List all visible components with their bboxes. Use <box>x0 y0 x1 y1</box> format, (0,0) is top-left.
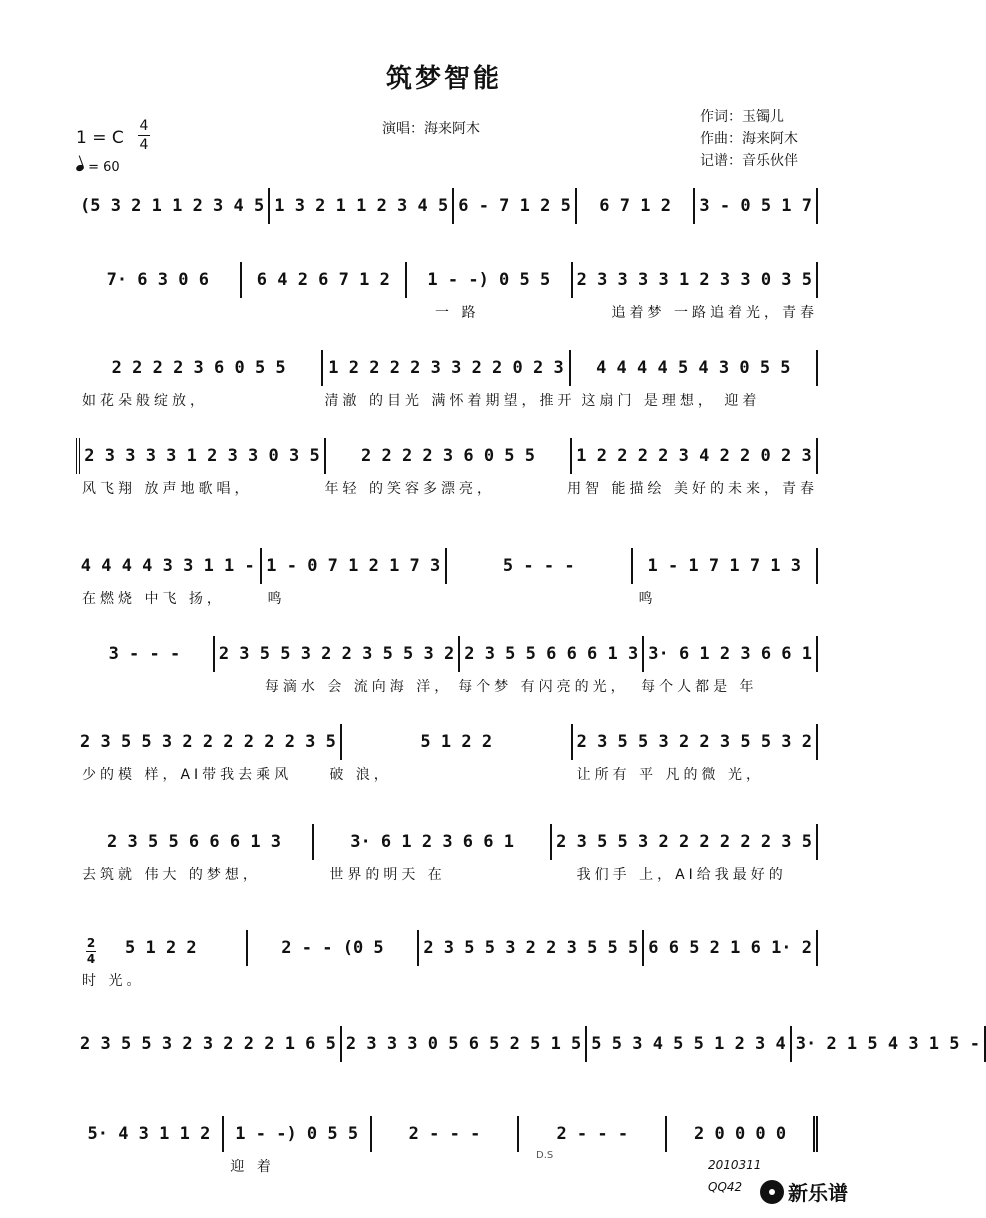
lyric-text <box>253 302 430 326</box>
measure: 2 0 0 0 0 <box>667 1116 818 1152</box>
meter-line <box>138 135 150 136</box>
key-signature: 1 = C <box>76 128 124 148</box>
measure: 7· 6 3 0 6 <box>76 262 242 298</box>
measure-row <box>76 824 818 860</box>
time-signature <box>138 118 150 153</box>
lyric-text: 如花朵般绽放， <box>82 393 208 409</box>
measure: 1 - -) 0 5 5 <box>407 262 573 298</box>
time-change-top: 2 <box>86 936 96 950</box>
tempo-marking <box>76 160 120 175</box>
measure: 3 - - - <box>76 636 215 672</box>
lyric-text: 用智 能描绘 美好的未来，青春 <box>567 481 818 497</box>
lyric-text: 我们手 上，AI给我最好的 <box>576 867 787 883</box>
credits-block <box>700 106 798 172</box>
score-system <box>76 188 818 224</box>
measure: (5 3 2 1 1 2 3 4 5 <box>76 188 270 224</box>
lyric-text: 每个梦 有闪亮的光， <box>458 679 629 695</box>
measure: 1 2 2 2 2 3 3 2 2 0 2 3 <box>323 350 570 386</box>
lyric-text <box>633 970 819 994</box>
measure: 2 - - - <box>519 1116 667 1152</box>
lyric-text: 清澈 的目光 满怀着期望，推开 <box>324 393 576 409</box>
meter-bottom: 4 <box>139 137 149 153</box>
score-system <box>76 1026 980 1062</box>
measure: 1 3 2 1 1 2 3 4 5 <box>270 188 454 224</box>
lyric-text: 风飞翔 放声地歌唱， <box>82 481 253 497</box>
measure: 2 3 5 5 3 2 2 3 5 5 5 <box>419 930 644 966</box>
measure: 5 5 3 4 5 5 1 2 3 4 <box>587 1026 791 1062</box>
lyric-text <box>447 588 633 612</box>
qq-stamp: QQ42 <box>708 1180 743 1194</box>
score-system <box>76 350 818 414</box>
measure-row <box>76 724 818 760</box>
measure: 2 3 5 5 6 6 6 1 3 <box>76 824 314 860</box>
measure-row <box>76 636 818 672</box>
song-title: 筑梦智能 <box>385 64 502 94</box>
lyric-text <box>447 970 633 994</box>
lyric-row <box>76 588 818 612</box>
measure: 2 3 5 5 3 2 2 2 2 2 2 3 5 <box>552 824 818 860</box>
lyric-row <box>76 1156 818 1180</box>
lyric-row <box>76 302 818 326</box>
meter-top: 4 <box>139 118 149 134</box>
measure: 2 2 2 2 3 6 0 5 5 <box>76 350 323 386</box>
measure-row <box>76 1026 980 1062</box>
lyric-text: 追着梦 一路追着光，青春 <box>611 305 818 321</box>
measure-row <box>76 930 818 966</box>
lyric-text: 鸣 <box>267 591 286 607</box>
measure: 6 7 1 2 <box>577 188 696 224</box>
measure-row <box>76 262 818 298</box>
measure: 2 3 3 3 3 1 2 3 3 0 3 5 <box>573 262 818 298</box>
score-system <box>76 1116 818 1180</box>
measure: 1 2 2 2 2 3 4 2 2 0 2 3 <box>572 438 818 474</box>
lyric-text: 去筑就 伟大 的梦想， <box>82 867 261 883</box>
score-system <box>76 724 818 788</box>
composer-credit: 作曲：海来阿木 <box>700 131 798 147</box>
lyric-text: 时 光。 <box>82 973 145 989</box>
lyricist-credit: 作词：玉镯儿 <box>700 109 784 125</box>
lyric-text <box>76 1156 224 1180</box>
tempo-value: = 60 <box>88 160 120 175</box>
measure: 3· 6 1 2 3 6 6 1 <box>644 636 818 672</box>
measure: 5 1 2 2 <box>342 724 573 760</box>
lyric-text: 鸣 <box>638 591 657 607</box>
lyric-text: 在燃烧 中飞 扬， <box>82 591 225 607</box>
score-system <box>76 548 818 612</box>
score-system <box>76 930 818 994</box>
measure-row <box>76 188 818 224</box>
time-change-bottom: 4 <box>86 952 96 966</box>
score-system <box>76 262 818 326</box>
measure: 2 3 5 5 3 2 3 2 2 2 1 6 5 <box>76 1026 342 1062</box>
lyric-text: 世界的明天 在 <box>329 867 446 883</box>
measure: 6 - 7 1 2 5 <box>454 188 577 224</box>
measure: 2 3 5 5 6 6 6 1 3 <box>460 636 644 672</box>
measure: 4 4 4 4 5 4 3 0 5 5 <box>571 350 818 386</box>
measure: 1 - 1 7 1 7 1 3 <box>633 548 819 584</box>
singer-credit: 演唱：海来阿木 <box>382 121 480 137</box>
lyric-text: 年轻 的笑容多漂亮， <box>324 481 495 497</box>
measure: 6 6 5 2 1 6 1· 2 <box>644 930 818 966</box>
measure: 5· 4 3 1 1 2 <box>76 1116 224 1152</box>
lyric-text <box>76 302 253 326</box>
lyric-text <box>76 676 259 700</box>
measure-row <box>76 1116 818 1152</box>
measure: 3· 2 1 5 4 3 1 5 - <box>792 1026 986 1062</box>
score-system <box>76 824 818 888</box>
lyric-text: 让所有 平 凡的微 光， <box>576 767 765 783</box>
score-system <box>76 636 818 700</box>
logo-text: 新乐谱 <box>788 1181 848 1205</box>
measure-row <box>76 438 818 474</box>
measure: 2 3 3 3 0 5 6 5 2 5 1 5 <box>342 1026 587 1062</box>
measure: 3 - 0 5 1 7 <box>695 188 818 224</box>
measure: 2 - - (0 5 <box>248 930 420 966</box>
lyric-text <box>262 970 448 994</box>
measure: 2 3 3 3 3 1 2 3 3 0 3 5 <box>76 438 326 474</box>
measure: 2 2 2 2 3 6 0 5 5 <box>326 438 572 474</box>
measure: 3· 6 1 2 3 6 6 1 <box>314 824 552 860</box>
lyric-text: 每个人都是 年 <box>641 679 758 695</box>
measure: 2 3 5 5 3 2 2 3 5 5 3 2 <box>573 724 818 760</box>
lyric-row <box>76 676 818 700</box>
lyric-row <box>76 764 818 788</box>
site-logo[interactable] <box>760 1177 848 1206</box>
lyric-row <box>76 390 818 414</box>
ds-mark: D.S <box>536 1150 554 1161</box>
lyric-text: 少的模 样，AI带我去乘风 <box>82 767 293 783</box>
lyric-text: 每滴水 会 流向海 洋， <box>264 679 453 695</box>
time-change-2-4 <box>86 937 96 966</box>
transcriber-credit: 记谱：音乐伙伴 <box>700 153 798 169</box>
lyric-text: 迎 着 <box>230 1159 275 1175</box>
measure: 2 - - - <box>372 1116 520 1152</box>
date-stamp: 2010311 <box>708 1158 762 1172</box>
lyric-text <box>373 1156 521 1180</box>
measure-row <box>76 350 818 386</box>
measure: 2 3 5 5 3 2 2 3 5 5 3 2 <box>215 636 460 672</box>
lyric-text: 破 浪， <box>329 767 392 783</box>
measure-row <box>76 548 818 584</box>
measure: 4 4 4 4 3 3 1 1 - <box>76 548 262 584</box>
lyric-row <box>76 970 818 994</box>
measure: 1 - -) 0 5 5 <box>224 1116 372 1152</box>
quarter-note-icon <box>75 163 85 171</box>
measure: 6 4 2 6 7 1 2 <box>242 262 408 298</box>
measure: 5 1 2 2 <box>76 930 248 966</box>
record-disc-icon <box>760 1180 784 1204</box>
lyric-text: 一 路 <box>435 305 480 321</box>
measure: 5 - - - <box>447 548 633 584</box>
lyric-row <box>76 864 818 888</box>
lyric-row <box>76 478 818 502</box>
score-system <box>76 438 818 502</box>
measure: 1 - 0 7 1 2 1 7 3 <box>262 548 448 584</box>
measure: 2 3 5 5 3 2 2 2 2 2 2 3 5 <box>76 724 342 760</box>
lyric-text: 这扇门 是理想， 迎着 <box>581 393 761 409</box>
